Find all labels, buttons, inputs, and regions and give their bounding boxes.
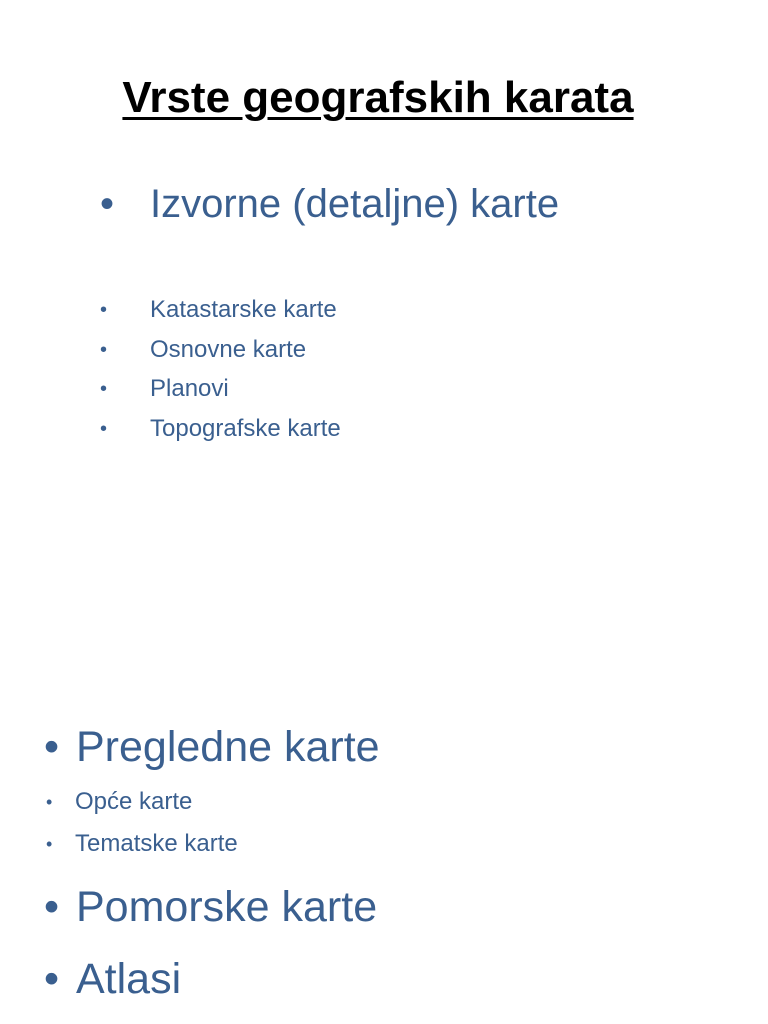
bullet-text: Planovi	[150, 375, 229, 402]
bullet-text: Pregledne karte	[76, 723, 380, 771]
bullet-text: Izvorne (detaljne) karte	[150, 182, 560, 226]
slide-title: Vrste geografskih karata	[122, 73, 634, 122]
sub-bullet-katastarske	[100, 294, 500, 326]
bullet-icon: •	[100, 299, 108, 321]
bullet-izvorne-karte	[100, 178, 720, 230]
sub-bullet-topografske	[100, 413, 500, 445]
bullet-text: Opće karte	[75, 788, 193, 815]
bullet-icon: •	[100, 339, 108, 361]
bullet-icon: •	[44, 955, 60, 1003]
bullet-text: Katastarske karte	[150, 296, 337, 323]
bullet-icon: •	[44, 883, 60, 931]
bullet-icon: •	[46, 834, 53, 854]
sub-bullet-planovi	[100, 373, 500, 405]
bullet-text: Pomorske karte	[76, 883, 378, 931]
bullet-icon: •	[100, 418, 108, 440]
sub-bullet-tematske	[46, 828, 446, 860]
bullet-text: Atlasi	[76, 955, 182, 1003]
bullet-pregledne-karte	[44, 720, 644, 774]
bullet-text: Topografske karte	[150, 415, 341, 442]
sub-bullet-opce	[46, 786, 446, 818]
bullet-icon: •	[46, 792, 53, 812]
sub-bullet-osnovne	[100, 334, 500, 366]
bullet-text: Tematske karte	[75, 830, 238, 857]
bullet-pomorske-karte	[44, 880, 644, 934]
bullet-text: Osnovne karte	[150, 336, 307, 363]
bullet-icon: •	[44, 723, 60, 771]
bullet-atlasi	[44, 952, 644, 1006]
bullet-icon: •	[100, 378, 108, 400]
bullet-icon: •	[100, 182, 115, 226]
